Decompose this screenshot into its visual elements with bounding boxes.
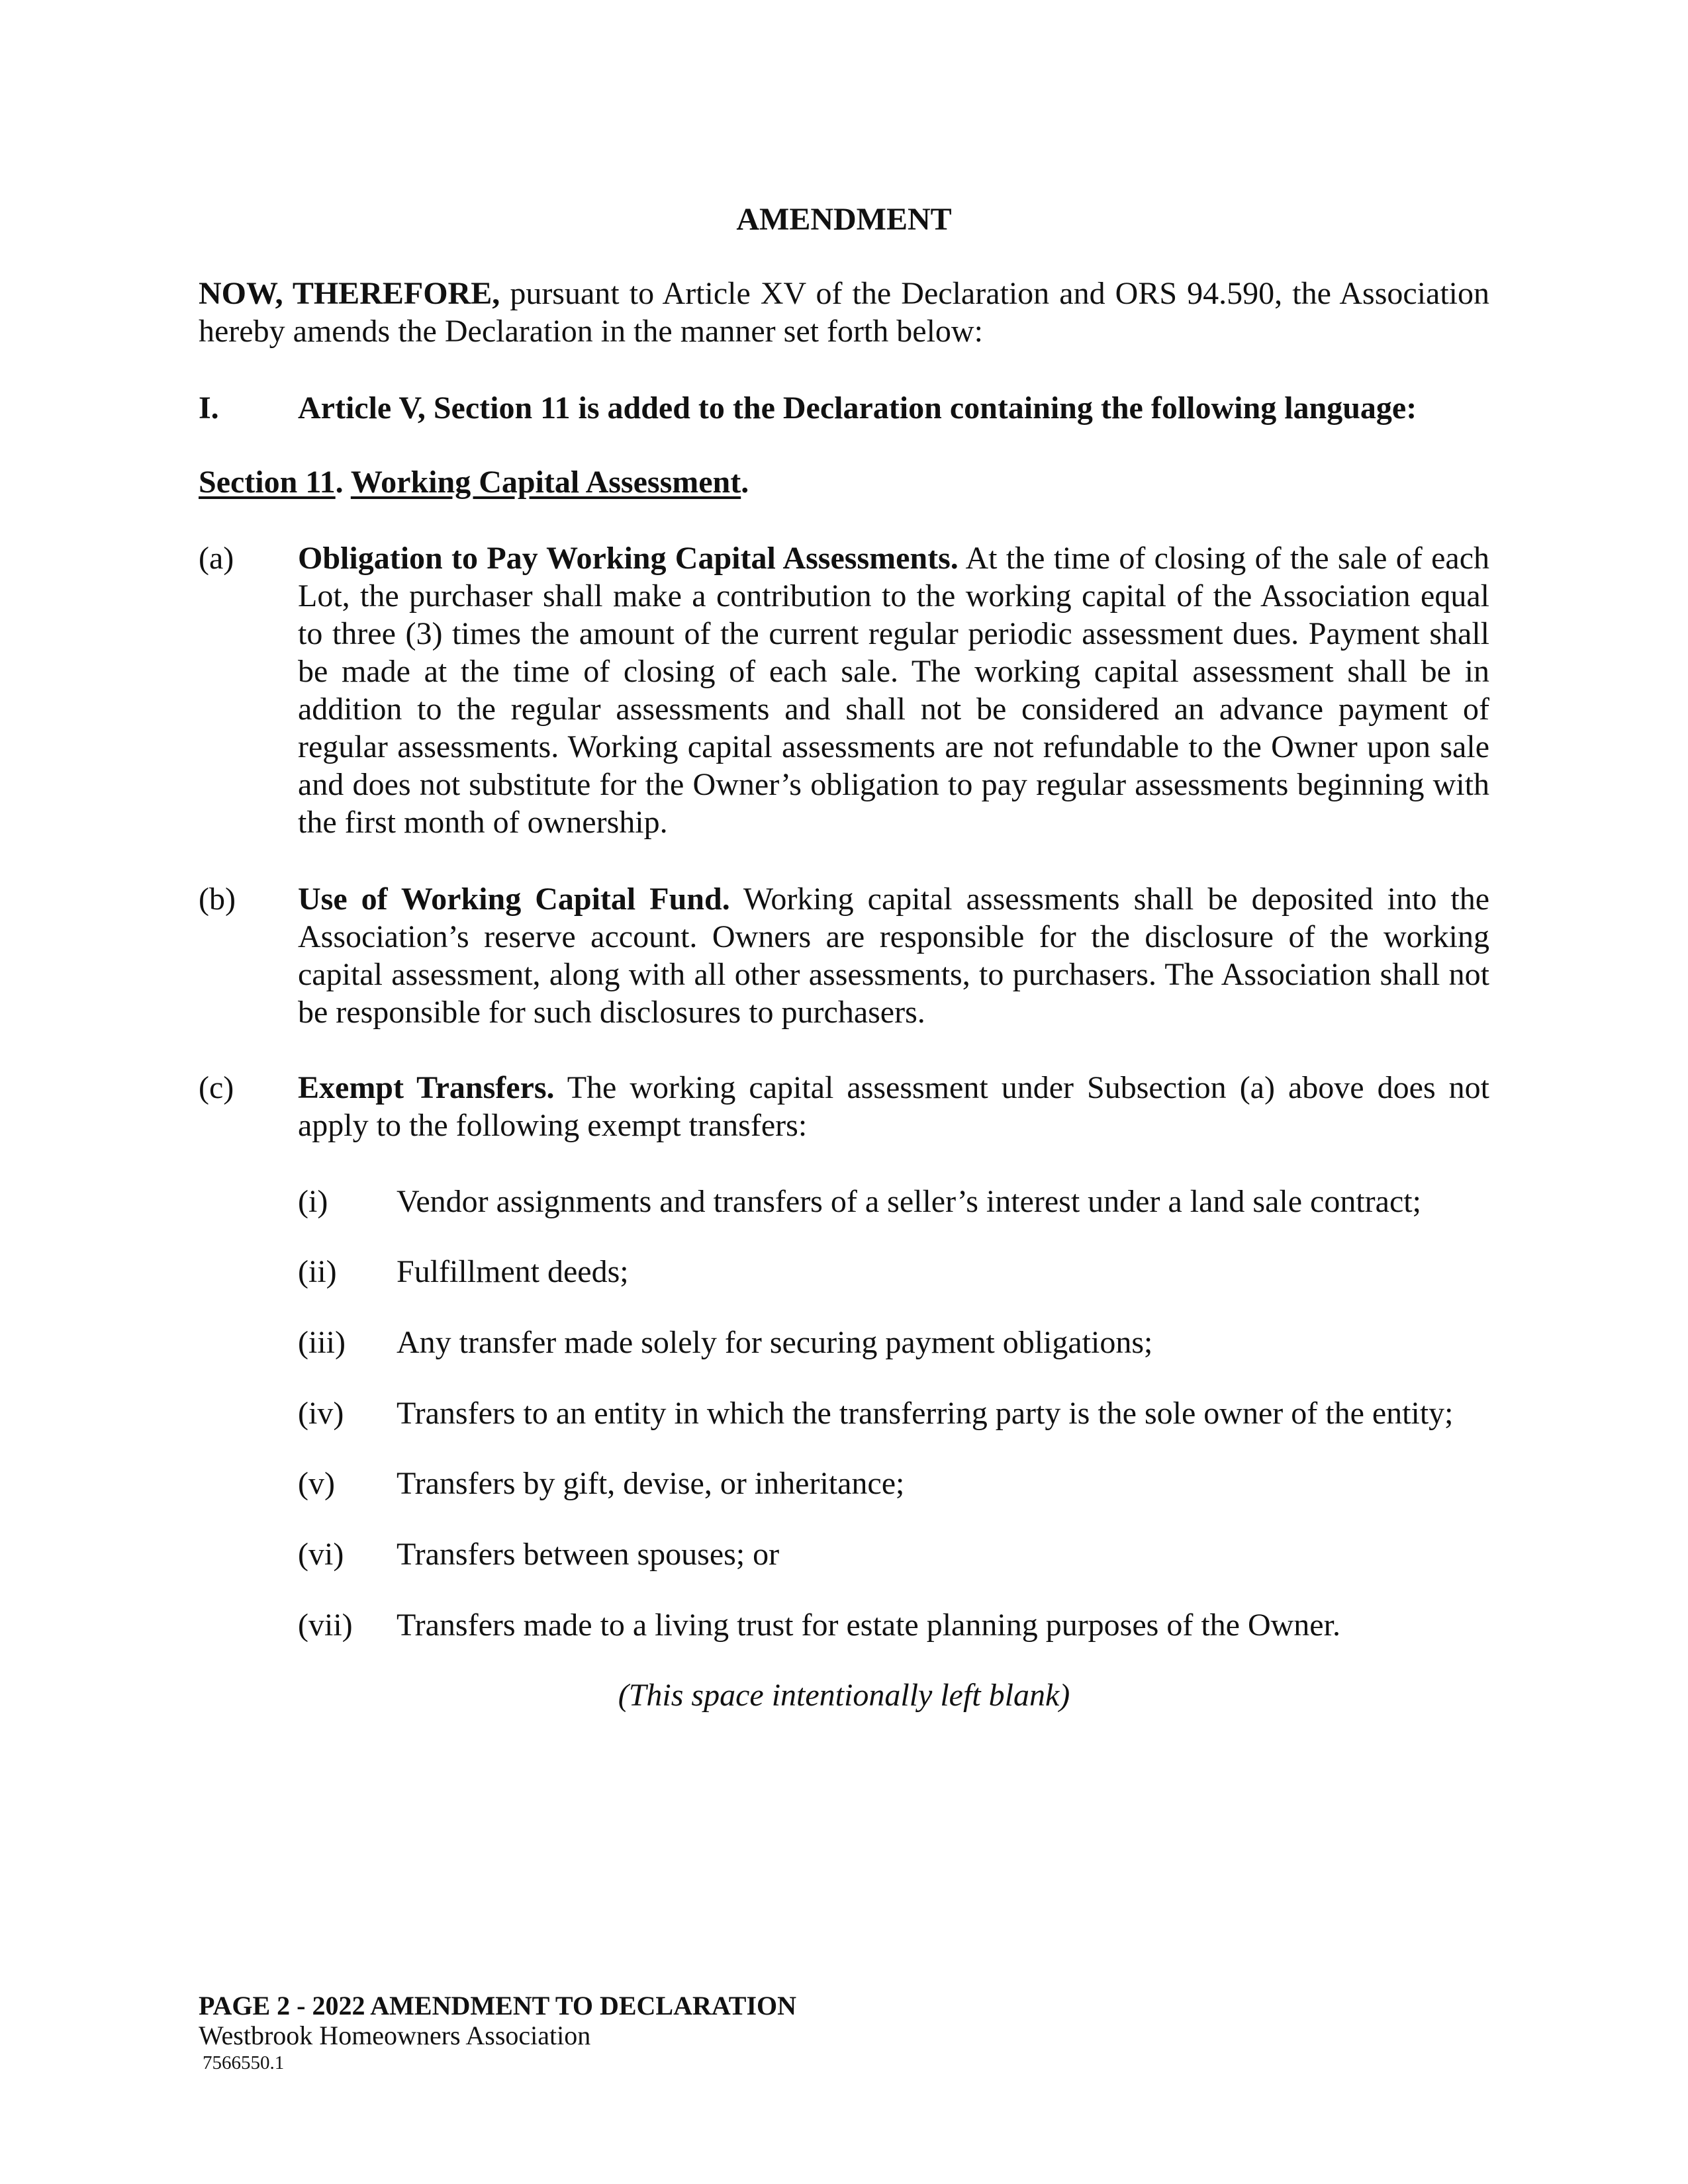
exempt-label-ii: (ii) [298, 1254, 337, 1289]
footer-page-line: PAGE 2 - 2022 AMENDMENT TO DECLARATION [199, 1991, 797, 2021]
item-a-body: At the time of closing of the sale of each Lot, the purchaser shall make a contribution to the working capital of the Association equal to three (3) times the amount of the current regular periodic assessment dues. Payment shall be made at the time of closing of each sale. The working capital assessment shall be in addition to the regular assessments and shall not be considered an advance payment of regular assessments. Working capital assessments are not refundable to the Owner upon sale and does not substitute for the Owner’s obligation to pay regular assessments beginning with the first month of ownership. [298, 541, 1489, 840]
heading-one-number: I. [199, 390, 219, 426]
exempt-label-vii: (vii) [298, 1608, 353, 1643]
exempt-label-i: (i) [298, 1184, 328, 1219]
item-c-heading: Exempt Transfers. [298, 1070, 555, 1105]
blank-space-note: (This space intentionally left blank) [618, 1678, 1070, 1713]
exempt-text-i: Vendor assignments and transfers of a seller’s interest under a land sale contract; [397, 1184, 1421, 1219]
document-title: AMENDMENT [736, 202, 952, 237]
item-b-text [298, 880, 1489, 1031]
section-title: Working Capital Assessment [350, 465, 741, 500]
section-heading [199, 463, 1489, 501]
exempt-text-vii: Transfers made to a living trust for estate planning purposes of the Owner. [397, 1608, 1340, 1643]
section-end: . [741, 465, 749, 500]
item-b-label: (b) [199, 882, 236, 917]
exempt-label-vi: (vi) [298, 1537, 344, 1572]
item-b-body: Working capital assessments shall be deposited into the Association’s reserve account. Owners are responsible for the disclosure of the working capital assessment, along with all other assessments, to purchasers. The Association shall not be responsible for such disclosures to purchasers. [298, 882, 1489, 1030]
item-a-text [298, 539, 1489, 841]
item-b-heading: Use of Working Capital Fund. [298, 882, 730, 917]
item-a-heading: Obligation to Pay Working Capital Assessments. [298, 541, 959, 576]
exempt-text-ii: Fulfillment deeds; [397, 1254, 629, 1289]
section-number: Section 11 [199, 465, 336, 500]
heading-one-text: Article V, Section 11 is added to the Declaration containing the following language: [298, 390, 1417, 426]
item-c-text [298, 1069, 1489, 1144]
exempt-label-iv: (iv) [298, 1396, 344, 1431]
exempt-text-iii: Any transfer made solely for securing payment obligations; [397, 1325, 1153, 1360]
section-sep: . [335, 465, 351, 500]
intro-paragraph [199, 275, 1489, 350]
footer-doc-number: 7566550.1 [203, 2052, 285, 2073]
exempt-text-vi: Transfers between spouses; or [397, 1537, 780, 1572]
footer-association: Westbrook Homeowners Association [199, 2021, 591, 2050]
exempt-text-v: Transfers by gift, devise, or inheritance; [397, 1466, 905, 1501]
exempt-text-iv: Transfers to an entity in which the transferring party is the sole owner of the entity; [397, 1396, 1454, 1431]
exempt-label-v: (v) [298, 1466, 335, 1501]
intro-lead: NOW, THEREFORE, [199, 276, 500, 311]
exempt-label-iii: (iii) [298, 1325, 346, 1360]
intro-text: pursuant to Article XV of the Declaration and ORS 94.590, the Association hereby amends the Declaration in the manner set forth below: [199, 276, 1490, 349]
item-c-label: (c) [199, 1070, 234, 1105]
item-a-label: (a) [199, 541, 234, 576]
item-c-body: The working capital assessment under Subsection (a) above does not apply to the following exempt transfers: [298, 1070, 1489, 1143]
